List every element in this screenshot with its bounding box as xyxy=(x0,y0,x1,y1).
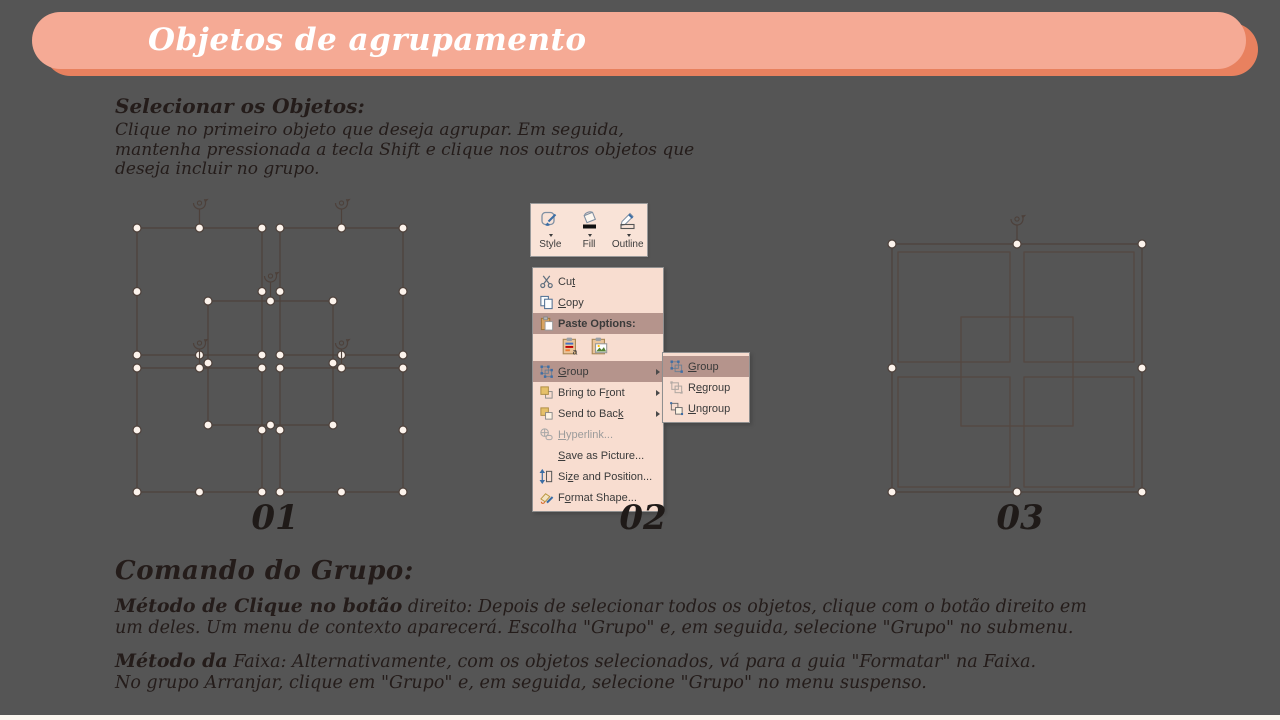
group-icon xyxy=(535,364,558,379)
figure-label-03: 03 xyxy=(996,498,1044,538)
style-label: Style xyxy=(539,239,562,250)
menu-item-label: Cut xyxy=(558,275,576,288)
outline-icon xyxy=(617,208,638,232)
group-submenu xyxy=(662,352,750,423)
select-objects-section xyxy=(115,94,694,180)
submenu-arrow-icon xyxy=(656,369,660,375)
menu-item-label: Regroup xyxy=(688,381,731,394)
size-position-icon xyxy=(535,469,558,484)
ungroup-icon xyxy=(665,401,688,416)
hyperlink-icon xyxy=(535,427,558,442)
menu-item-label: Format Shape... xyxy=(558,491,637,504)
regroup-icon xyxy=(665,380,688,395)
figure-label-02: 02 xyxy=(619,498,667,538)
paste-options-row xyxy=(533,334,663,361)
menu-item-hyperlink[interactable] xyxy=(533,424,663,445)
menu-item-paste-options[interactable] xyxy=(533,313,663,334)
menu-item-copy[interactable] xyxy=(533,292,663,313)
submenu-item-group[interactable] xyxy=(663,356,749,377)
submenu-item-regroup[interactable] xyxy=(663,377,749,398)
menu-item-label: Size and Position... xyxy=(558,470,653,483)
group-icon xyxy=(665,359,688,374)
submenu-arrow-icon xyxy=(656,411,660,417)
figure-label-01: 01 xyxy=(251,498,299,538)
cut-icon xyxy=(535,274,558,289)
method-right-click: Método de Clique no botão direito: Depois de selecionar todos os objetos, clique com o botão direito em um deles. Um menu de contexto aparecerá. Escolha "Grupo" e, em seguida, selecione "Grupo" no submenu. xyxy=(115,595,1087,638)
menu-item-size-and-position[interactable] xyxy=(533,466,663,487)
section1-line: Clique no primeiro objeto que deseja agrupar. Em seguida, xyxy=(115,120,624,140)
context-menu xyxy=(532,267,664,512)
paste-as-picture-button[interactable] xyxy=(590,336,610,359)
figure-selected-squares xyxy=(120,192,420,502)
paste-icon xyxy=(535,316,558,331)
style-icon xyxy=(540,208,561,232)
outline-label: Outline xyxy=(611,239,644,250)
menu-item-label: Send to Back xyxy=(558,407,624,420)
mini-toolbar xyxy=(530,203,648,257)
menu-item-label: Paste Options: xyxy=(558,317,636,330)
svg-text:a: a xyxy=(572,346,578,356)
send-to-back-icon xyxy=(535,406,558,421)
style-button[interactable] xyxy=(531,204,570,256)
menu-item-label: Save as Picture... xyxy=(558,449,645,462)
outline-button[interactable] xyxy=(608,204,647,256)
fill-button[interactable] xyxy=(570,204,609,256)
menu-item-bring-to-front[interactable] xyxy=(533,382,663,403)
section2-heading: Comando do Grupo: xyxy=(115,556,414,586)
menu-item-label: Group xyxy=(558,365,589,378)
title-banner xyxy=(32,12,1246,69)
section1-heading: Selecionar os Objetos: xyxy=(115,94,365,118)
group-command-section xyxy=(115,556,1087,706)
fill-label: Fill xyxy=(582,239,596,250)
figure-grouped-squares xyxy=(880,198,1160,508)
menu-item-label: Group xyxy=(688,360,719,373)
chevron-down-icon xyxy=(627,234,631,237)
copy-icon xyxy=(535,295,558,310)
method-ribbon: Método da Faixa: Alternativamente, com os objetos selecionados, vá para a guia "Formatar" na Faixa. No grupo Arranjar, clique em "Grupo" e, em seguida, selecione "Grupo" no menu suspenso. xyxy=(115,650,1037,693)
page-title: Objetos de agrupamento xyxy=(148,22,587,58)
menu-item-label: Copy xyxy=(558,296,584,309)
menu-item-group[interactable] xyxy=(533,361,663,382)
chevron-down-icon xyxy=(588,234,592,237)
bring-to-front-icon xyxy=(535,385,558,400)
menu-item-label: Bring to Front xyxy=(558,386,625,399)
menu-item-save-as-picture[interactable] xyxy=(533,445,663,466)
paste-keep-formatting-button[interactable] xyxy=(561,336,581,359)
menu-item-send-to-back[interactable] xyxy=(533,403,663,424)
fill-icon xyxy=(579,208,600,232)
menu-item-cut[interactable] xyxy=(533,271,663,292)
chevron-down-icon xyxy=(549,234,553,237)
section1-line: deseja incluir no grupo. xyxy=(115,159,320,179)
menu-item-label: Ungroup xyxy=(688,402,731,415)
menu-item-label: Hyperlink... xyxy=(558,428,614,441)
submenu-item-ungroup[interactable] xyxy=(663,398,749,419)
format-shape-icon xyxy=(535,490,558,505)
section1-line: mantenha pressionada a tecla Shift e clique nos outros objetos que xyxy=(115,139,695,160)
submenu-arrow-icon xyxy=(656,390,660,396)
